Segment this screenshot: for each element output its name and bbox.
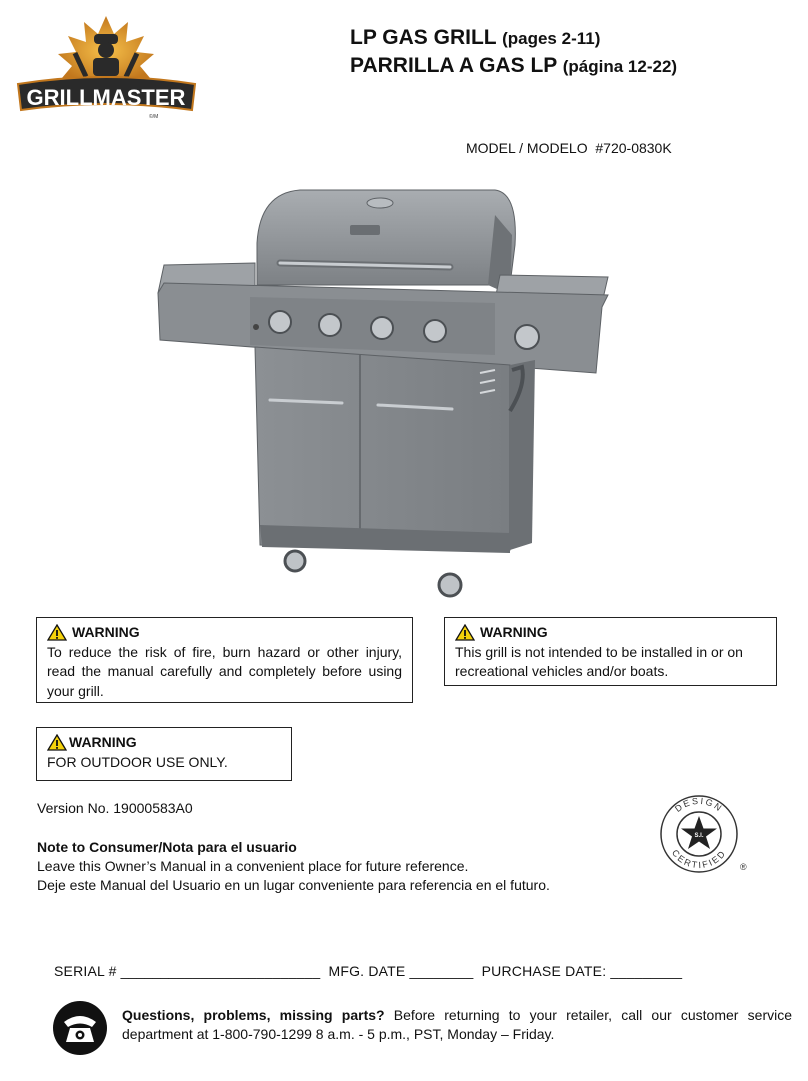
grillmaster-logo	[14, 12, 199, 120]
logo-brand-text: GRILLMASTER	[26, 85, 186, 110]
seal-text-bottom: CERTIFIED	[669, 847, 729, 871]
customer-service-note	[122, 1006, 792, 1044]
warning-heading: WARNING	[455, 623, 766, 643]
version-number: Version No. 19000583A0	[37, 800, 193, 816]
page-title	[350, 24, 677, 80]
certification-seal-graphic	[655, 792, 751, 876]
logo-graphic	[14, 12, 199, 120]
warning-box-outdoor	[36, 727, 292, 781]
questions-lead: Questions, problems, missing parts?	[122, 1007, 385, 1023]
model-number: MODEL / MODELO #720-0830K	[466, 140, 672, 156]
note-title: Note to Consumer/Nota para el usuario	[37, 839, 297, 855]
title-english: LP GAS GRILL (pages 2-11)	[350, 26, 601, 49]
seal-text-top: DESIGN	[673, 795, 725, 814]
grill-image	[150, 185, 615, 600]
title-spanish: PARRILLA A GAS LP (página 12-22)	[350, 54, 678, 77]
warning-triangle-icon	[47, 624, 67, 641]
warning-heading: WARNING	[47, 623, 402, 643]
warning-text: To reduce the risk of fire, burn hazard or other injury, read the manual carefully and completely before using your grill.	[47, 643, 402, 699]
note-english: Leave this Owner’s Manual in a convenient place for future reference.	[37, 858, 469, 874]
design-certified-seal	[655, 792, 751, 876]
warning-triangle-icon	[47, 734, 67, 751]
note-spanish: Deje este Manual del Usuario en un lugar conveniente para referencia en el futuro.	[37, 877, 550, 893]
purchase-info-line: SERIAL # _________________________ MFG. DATE ________ PURCHASE DATE: _________	[54, 963, 683, 979]
consumer-note	[37, 838, 550, 895]
warning-text: This grill is not intended to be installed in or on recreational vehicles and/or boats.	[455, 643, 743, 679]
seal-center-text: S.I.	[694, 833, 704, 839]
warning-box-vehicles	[444, 617, 777, 686]
warning-heading: WARNING	[47, 733, 281, 753]
logo-trademark: ©/M	[149, 114, 159, 120]
warning-text: FOR OUTDOOR USE ONLY.	[47, 753, 228, 770]
registered-mark: ®	[740, 862, 747, 872]
warning-triangle-icon	[455, 624, 475, 641]
telephone-icon	[52, 1000, 108, 1056]
warning-box-fire	[36, 617, 413, 703]
questions-text: Before returning to your retailer, call our customer service department at 1-800-790-1299 8 a.m. - 5 p.m., PST, Monday – Friday.	[122, 1007, 792, 1042]
grill-illustration	[150, 185, 615, 600]
